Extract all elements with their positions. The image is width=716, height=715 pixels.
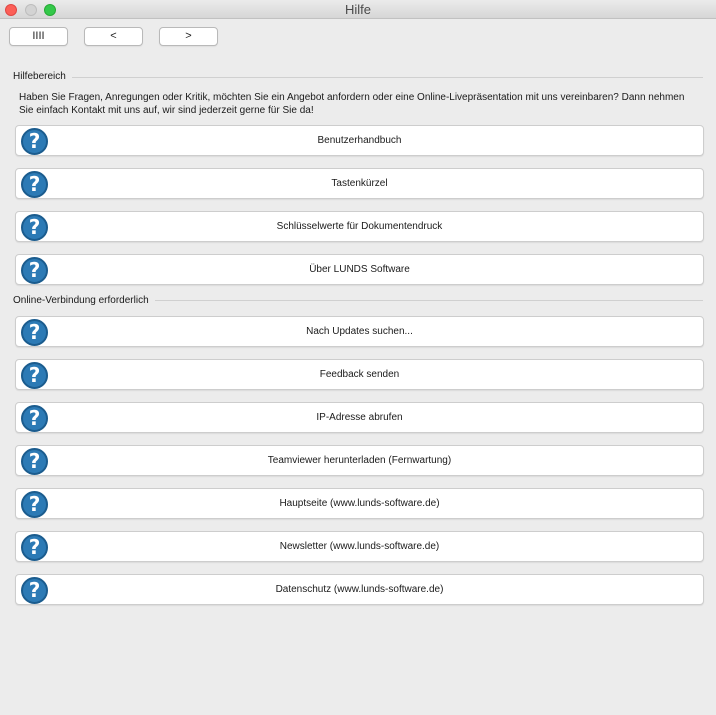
help-icon: ? [21, 491, 48, 518]
help-icon: ? [21, 319, 48, 346]
homepage-button[interactable] [15, 488, 704, 519]
back-button[interactable]: < [84, 27, 143, 46]
button-label: Nach Updates suchen... [306, 326, 413, 337]
grid-button[interactable]: IIII [9, 27, 68, 46]
button-label: Feedback senden [319, 369, 400, 380]
help-icon: ? [21, 405, 48, 432]
about-button[interactable] [15, 254, 704, 285]
help-icon: ? [21, 362, 48, 389]
ip-address-button[interactable] [15, 402, 704, 433]
button-label: Datenschutz (www.lunds-software.de) [275, 584, 444, 595]
help-icon: ? [21, 171, 48, 198]
help-description: Haben Sie Fragen, Anregungen oder Kritik, möchten Sie ein Angebot anfordern oder eine Online-Livepräsentation mit uns vereinbaren? Dann nehmen Sie einfach Kontakt mit uns auf, wir sind jederzeit gerne für Sie da! [19, 92, 685, 116]
help-icon: ? [21, 448, 48, 475]
window-title: Hilfe [344, 2, 371, 17]
help-icon: ? [21, 214, 48, 241]
manual-button[interactable] [15, 125, 704, 156]
forward-button[interactable]: > [159, 27, 218, 46]
teamviewer-button[interactable] [15, 445, 704, 476]
button-label: Tastenkürzel [331, 178, 388, 189]
section-divider [13, 77, 703, 78]
button-label: Über LUNDS Software [309, 264, 410, 275]
button-label: Hauptseite (www.lunds-software.de) [279, 498, 440, 509]
section-title-online: Online-Verbindung erforderlich [13, 295, 155, 306]
check-updates-button[interactable] [15, 316, 704, 347]
window-titlebar [0, 0, 716, 19]
button-label: Benutzerhandbuch [317, 135, 402, 146]
help-icon: ? [21, 128, 48, 155]
privacy-button[interactable] [15, 574, 704, 605]
send-feedback-button[interactable] [15, 359, 704, 390]
newsletter-button[interactable] [15, 531, 704, 562]
button-label: IP-Adresse abrufen [316, 412, 403, 423]
help-icon: ? [21, 577, 48, 604]
button-label: Schlüsselwerte für Dokumentendruck [276, 221, 443, 232]
help-icon: ? [21, 534, 48, 561]
shortcuts-button[interactable] [15, 168, 704, 199]
print-keys-button[interactable] [15, 211, 704, 242]
help-icon: ? [21, 257, 48, 284]
section-title-help: Hilfebereich [13, 71, 72, 82]
button-label: Newsletter (www.lunds-software.de) [279, 541, 440, 552]
button-label: Teamviewer herunterladen (Fernwartung) [267, 455, 452, 466]
